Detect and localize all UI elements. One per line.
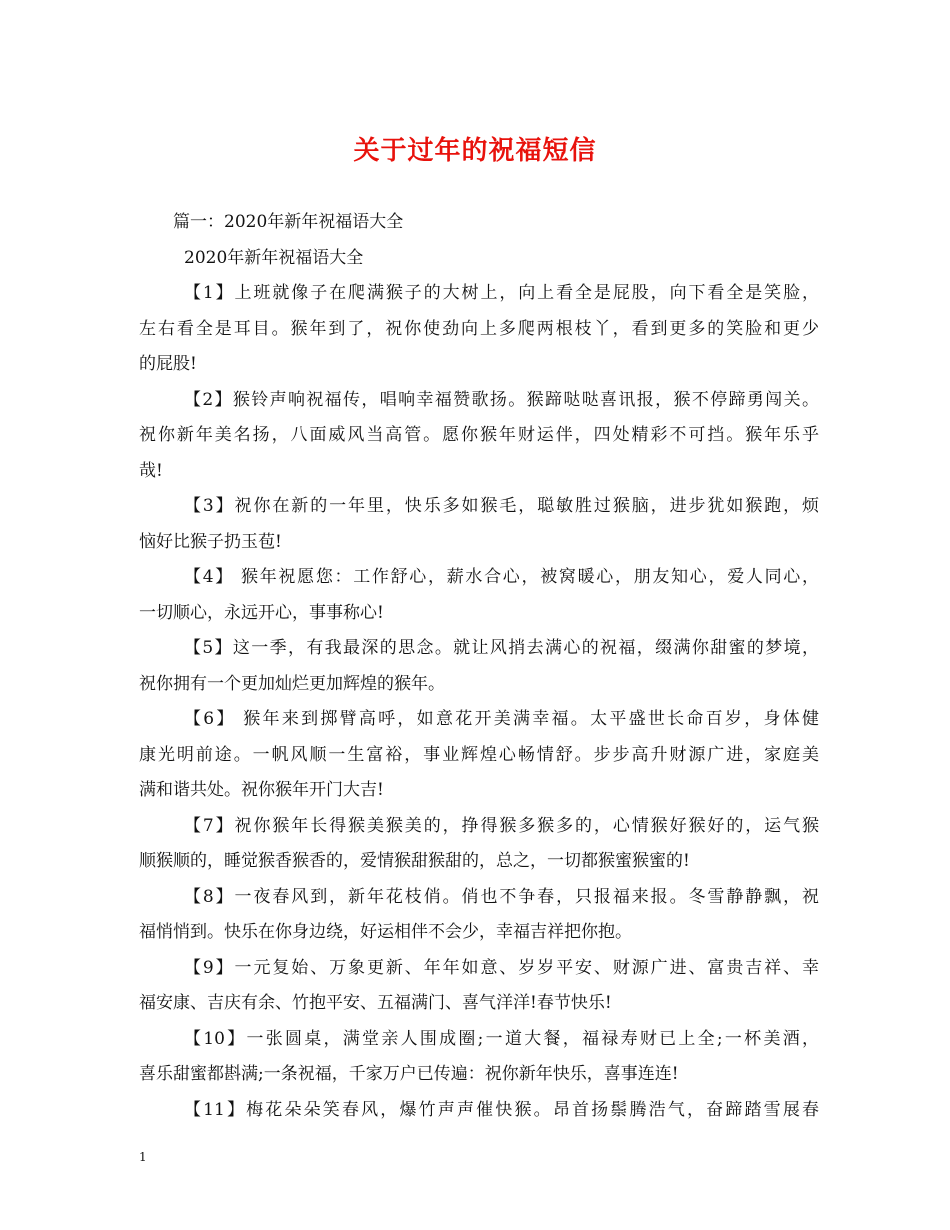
text-line: 2020年新年祝福语大全 — [184, 247, 364, 268]
text-line: 祝你新年美名扬，八面威风当高管。愿你猴年财运伴，四处精彩不可挡。猴年乐乎 — [139, 425, 819, 445]
text-line: 【2】猴铃声响祝福传，唱响幸福赞歌扬。猴蹄哒哒喜讯报，猴不停蹄勇闯关。 — [184, 389, 819, 410]
text-line: 哉! — [139, 460, 163, 481]
text-line: 喜乐甜蜜都斟满;一条祝福，千家万户已传遍：祝你新年快乐，喜事连连! — [139, 1064, 679, 1084]
page-number: 1 — [139, 1150, 147, 1164]
text-line: 福悄悄到。快乐在你身边绕，好运相伴不会少，幸福吉祥把你抱。 — [139, 922, 632, 942]
text-line: 的屁股! — [139, 354, 197, 374]
text-line: 篇一：2020年新年祝福语大全 — [173, 212, 404, 232]
text-line: 【5】这一季，有我最深的思念。就让风捎去满心的祝福，缀满你甜蜜的梦境， — [184, 638, 819, 658]
text-line: 祝你拥有一个更加灿烂更加辉煌的猴年。 — [139, 673, 445, 694]
text-line: 【4】 猴年祝愿您：工作舒心，薪水合心，被窝暖心，朋友知心，爱人同心， — [184, 567, 819, 587]
text-line: 一切顺心，永远开心，事事称心! — [139, 602, 384, 623]
document-body — [139, 205, 819, 1128]
text-line: 【11】梅花朵朵笑春风，爆竹声声催快猴。昂首扬鬃腾浩气，奋蹄踏雪展春 — [184, 1099, 819, 1120]
text-line: 【9】一元复始、万象更新、年年如意、岁岁平安、财源广进、富贵吉祥、幸 — [184, 957, 819, 978]
text-line: 左右看全是耳目。猴年到了，祝你使劲向上多爬两根枝丫，看到更多的笑脸和更少 — [139, 318, 819, 339]
text-line: 康光明前途。一帆风顺一生富裕，事业辉煌心畅情舒。步步高升财源广进，家庭美 — [139, 744, 819, 765]
text-line: 【6】 猴年来到掷臂高呼，如意花开美满幸福。太平盛世长命百岁，身体健 — [184, 709, 819, 729]
text-line: 【10】一张圆桌，满堂亲人围成圈;一道大餐，福禄寿财已上全;一杯美酒， — [184, 1028, 819, 1049]
text-line: 【7】祝你猴年长得猴美猴美的，挣得猴多猴多的，心情猴好猴好的，运气猴 — [184, 815, 819, 836]
text-line: 【3】祝你在新的一年里，快乐多如猴毛，聪敏胜过猴脑，进步犹如猴跑，烦 — [184, 496, 819, 516]
text-line: 满和谐共处。祝你猴年开门大吉! — [139, 780, 384, 800]
document-title: 关于过年的祝福短信 — [353, 136, 597, 166]
text-line: 顺猴顺的，睡觉猴香猴香的，爱情猴甜猴甜的，总之，一切都猴蜜猴蜜的! — [139, 851, 690, 871]
text-line: 【8】一夜春风到，新年花枝俏。俏也不争春，只报福来报。冬雪静静飘，祝 — [184, 886, 819, 907]
text-line: 【1】上班就像子在爬满猴子的大树上，向上看全是屁股，向下看全是笑脸， — [184, 283, 819, 303]
text-line: 恼好比猴子扔玉苞! — [139, 531, 282, 552]
text-line: 福安康、吉庆有余、竹抱平安、五福满门、喜气洋洋!春节快乐! — [139, 993, 612, 1013]
